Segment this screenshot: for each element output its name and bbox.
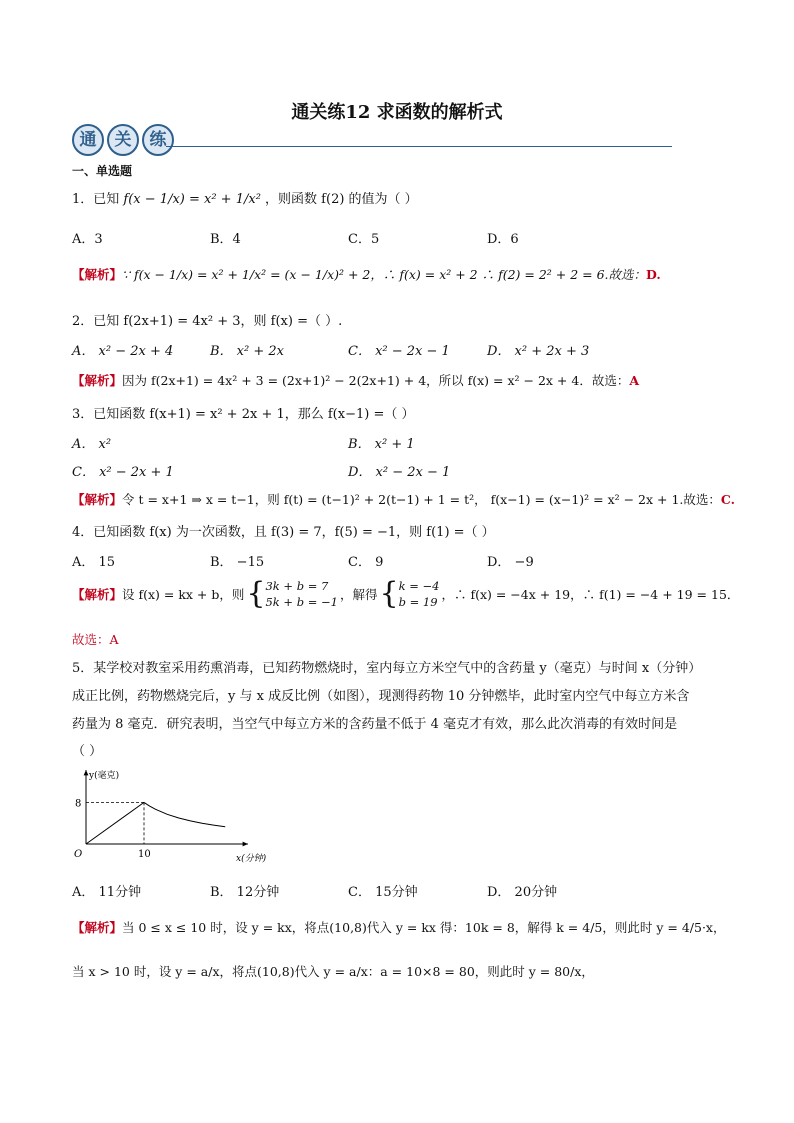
q5-solution-2: 当 x > 10 时，设 y = a/x，将点(10,8)代入 y = a/x：a = 10×8 = 80，则此时 y = 80/x， xyxy=(72,964,594,979)
q2-option-b: B． x² + 2x xyxy=(210,344,284,359)
q5-solution-text-1: 当 0 ≤ x ≤ 10 时，设 y = kx，将点(10,8)代入 y = kx 得：10k = 8，解得 k = 4/5，则此时 y = 4/5·x， xyxy=(122,920,726,935)
q1-option-b: B．4 xyxy=(210,232,241,247)
q5-line-2: 成正比例，药物燃烧完后，y 与 x 成反比例（如图），现测得药物 10 分钟燃毕，此时室内空气中每立方米含 xyxy=(72,689,690,704)
q4-system-1-eq1: 3k + b = 7 xyxy=(265,579,329,593)
series-segment-2 xyxy=(144,802,225,826)
q1-stem xyxy=(72,188,418,207)
q5-line-4: （ ） xyxy=(72,744,103,759)
q2-solution-text: 因为 f(2x+1) = 4x² + 3 = (2x+1)² − 2(2x+1) + 4，所以 f(x) = x² − 2x + 4．故选： xyxy=(122,373,630,388)
q3-stem: 3．已知函数 f(x+1) = x² + 2x + 1，那么 f(x−1) =（ ） xyxy=(72,407,415,422)
q3-option-b: B． x² + 1 xyxy=(348,437,415,452)
q1-stem-eq: f(x − 1/x) = x² + 1/x² xyxy=(123,192,261,207)
q4-stem: 4．已知函数 f(x) 为一次函数，且 f(3) = 7，f(5) = −1，则 f(1) =（ ） xyxy=(72,525,495,540)
q4-option-d: D． −9 xyxy=(487,555,534,570)
q1-solution-text: ∵ f(x − 1/x) = x² + 1/x² = (x − 1/x)² + 2，∴ f(x) = x² + 2 ∴ f(2) = 2² + 2 = 6.故选： xyxy=(122,267,647,282)
q5-option-b: B． 12分钟 xyxy=(210,885,280,900)
q3-solution-label: 【解析】 xyxy=(72,492,123,507)
y-axis-label: y(毫克) xyxy=(89,771,120,781)
q4-system-2: { k = −4 b = 19 xyxy=(379,576,440,611)
q4-system-2-eq2: b = 19 xyxy=(398,595,438,609)
page-title: 通关练12 求函数的解析式 xyxy=(291,102,503,123)
q2-option-a: A． x² − 2x + 4 xyxy=(72,344,174,359)
q3-answer: C. xyxy=(720,492,735,507)
q2-solution xyxy=(72,371,639,389)
q5-line-3: 药量为 8 毫克．研究表明，当空气中每立方米的含药量不低于 4 毫克才有效，那么此次消毒的有效时间是 xyxy=(72,717,678,732)
q3-option-d: D． x² − 2x − 1 xyxy=(348,465,451,480)
logo xyxy=(72,124,174,156)
q3-solution-text: 令 t = x+1 ⇒ x = t−1，则 f(t) = (t−1)² + 2(t−1) + 1 = t²， f(x−1) = (x−1)² = x² − 2x + 1.故选： xyxy=(122,492,721,507)
q4-solution-label: 【解析】 xyxy=(72,587,123,602)
y-tick-label-8: 8 xyxy=(75,798,82,810)
x-axis-label: x(分钟) xyxy=(236,854,267,864)
q1-option-c: C．5 xyxy=(348,232,380,247)
q3-option-c: C． x² − 2x + 1 xyxy=(72,465,174,480)
q2-option-c: C． x² − 2x − 1 xyxy=(348,344,450,359)
q5-line-1: 5．某学校对教室采用药熏消毒，已知药物燃烧时，室内每立方米空气中的含药量 y（毫克）与时间 x（分钟） xyxy=(72,661,702,676)
q1-stem-post: ，则函数 f(2) 的值为（ ） xyxy=(265,192,418,207)
q2-solution-label: 【解析】 xyxy=(72,373,123,388)
q1-option-a: A．3 xyxy=(72,232,103,247)
header-rule xyxy=(166,146,672,147)
q1-answer: D. xyxy=(646,267,661,282)
q4-option-a: A． 15 xyxy=(72,555,116,570)
q5-option-a: A． 11分钟 xyxy=(72,885,142,900)
q1-stem-pre: 1．已知 xyxy=(72,192,120,207)
series-segment-1 xyxy=(86,802,144,844)
q3-option-a: A． x² xyxy=(72,437,112,452)
q4-system-1-eq2: 5k + b = −1 xyxy=(265,595,338,609)
q5-option-d: D． 20分钟 xyxy=(487,885,558,900)
q2-answer: A xyxy=(629,373,640,388)
origin-label: O xyxy=(74,849,83,860)
q4-option-c: C． 9 xyxy=(348,555,384,570)
q1-solution xyxy=(72,265,661,283)
q4-solution-c: ，∴ f(x) = −4x + 19，∴ f(1) = −4 + 19 = 15． xyxy=(441,587,740,602)
q5-solution-label: 【解析】 xyxy=(72,920,123,935)
q4-option-b: B． −15 xyxy=(210,555,265,570)
q4-solution xyxy=(72,578,739,610)
x-tick-label-10: 10 xyxy=(138,849,151,860)
q4-solution-b: ，解得 xyxy=(339,587,378,602)
q5-chart xyxy=(70,764,280,874)
q2-stem: 2．已知 f(2x+1) = 4x² + 3，则 f(x) =（ ）. xyxy=(72,314,343,329)
q2-option-d: D． x² + 2x + 3 xyxy=(487,344,590,359)
logo-char-3: 练 xyxy=(142,124,174,156)
logo-char-2: 关 xyxy=(107,124,139,156)
q1-option-d: D．6 xyxy=(487,232,519,247)
q4-system-1: { 3k + b = 7 5k + b = −1 xyxy=(246,576,338,611)
q4-system-2-eq1: k = −4 xyxy=(398,579,440,593)
q3-solution xyxy=(72,490,735,508)
q4-answer: 故选：A xyxy=(72,632,119,647)
section-heading: 一、单选题 xyxy=(72,164,133,178)
logo-char-1: 通 xyxy=(72,124,104,156)
q4-solution-a: 设 f(x) = kx + b，则 xyxy=(122,587,245,602)
q1-solution-label: 【解析】 xyxy=(72,267,123,282)
q5-solution-1 xyxy=(72,918,725,936)
q5-option-c: C． 15分钟 xyxy=(348,885,418,900)
